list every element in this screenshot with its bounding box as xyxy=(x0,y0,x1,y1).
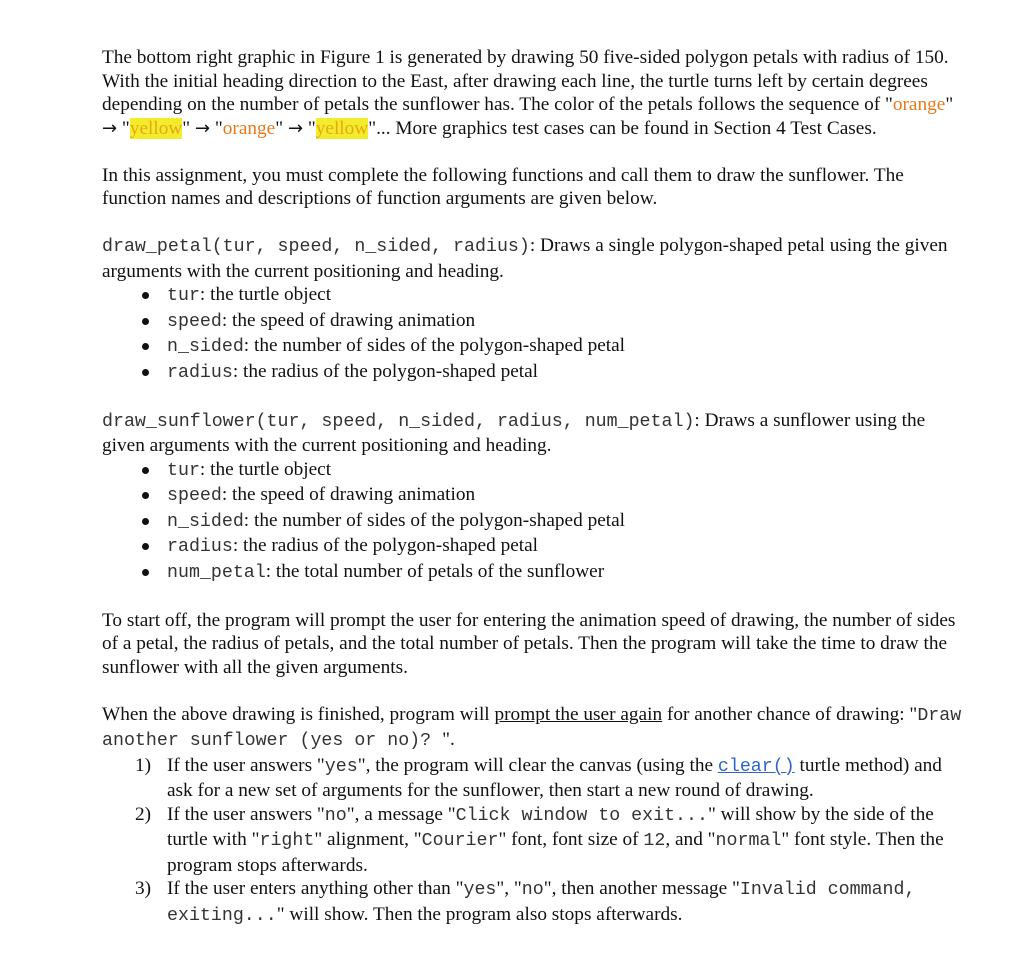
item-number: 2) xyxy=(135,803,152,825)
right-arrow-icon: → xyxy=(102,117,118,139)
inline-code: Courier xyxy=(421,831,499,851)
inline-code: no xyxy=(521,880,544,900)
inline-code: Click window to exit... xyxy=(455,805,708,826)
answer-cases-list xyxy=(102,754,972,929)
function-draw-petal xyxy=(102,234,972,385)
function-signature: draw_sunflower(tur, speed, n_sided, radius, num_petal) xyxy=(102,411,695,432)
argument-name: speed xyxy=(167,486,222,506)
argument-item xyxy=(102,458,972,484)
argument-name: tur xyxy=(167,286,200,306)
case-item-no: 2) If the user answers "no", a message "Click window to exit..." will show by the side of the turtle with "right" alignment, "Courier" font, font size of 12, and "normal" font style. Then the program stops afterwards. xyxy=(135,803,944,876)
argument-name: radius xyxy=(167,362,233,383)
argument-item xyxy=(102,509,972,535)
argument-description: : the radius of the polygon-shaped petal xyxy=(232,535,539,556)
argument-item xyxy=(102,309,972,335)
argument-description: : the radius of the polygon-shaped petal xyxy=(232,360,539,382)
argument-item xyxy=(102,283,972,309)
inline-code: Invalid command, exiting... xyxy=(167,880,916,926)
case-item-yes: 1) If the user answers "yes", the program will clear the canvas (using the clear() turtle method) and ask for a new set of arguments for the sunflower, then start a new round of drawing. xyxy=(135,754,942,801)
inline-code: 12 xyxy=(643,831,666,851)
function-draw-sunflower xyxy=(102,409,972,586)
function-signature-paragraph xyxy=(102,234,972,283)
argument-list xyxy=(102,458,972,586)
right-arrow-icon: → xyxy=(194,117,211,139)
argument-name: n_sided xyxy=(167,337,244,357)
argument-name: tur xyxy=(167,460,200,481)
function-description: : Draws a sunflower using the given arguments with the current positioning and heading. xyxy=(102,409,926,456)
right-arrow-icon: → xyxy=(287,117,304,139)
argument-description: : the turtle object xyxy=(199,284,332,305)
inline-code: right xyxy=(259,831,315,851)
argument-item xyxy=(102,483,972,509)
prompt-again-paragraph: When the above drawing is finished, program will prompt the user again for another chance of drawing: "Draw another sunflower (yes or no)? ". xyxy=(102,703,962,751)
case-item-invalid: 3) If the user enters anything other than "yes", "no", then another message "Invalid command, exiting..." will show. Then the program also stops afterwards. xyxy=(135,878,916,926)
item-number: 3) xyxy=(135,878,152,899)
program-start-paragraph: To start off, the program will prompt the user for entering the animation speed of drawing, the number of sides of a petal, the radius of petals, and the total number of petals. Then the program will take the time to draw the sunflower with all the given arguments. xyxy=(102,609,956,678)
argument-description: : the speed of drawing animation xyxy=(221,484,476,505)
argument-description: : the number of sides of the polygon-shaped petal xyxy=(243,509,626,531)
function-signature-paragraph xyxy=(102,409,972,458)
color-word-yellow: yellow xyxy=(129,117,183,139)
intro-text-end: "... More graphics test cases can be found in Section 4 Test Cases. xyxy=(368,117,877,139)
argument-item xyxy=(102,534,972,560)
argument-name: n_sided xyxy=(167,511,244,532)
color-word-yellow: yellow xyxy=(315,117,369,139)
argument-list xyxy=(102,283,972,385)
item-number: 1) xyxy=(135,754,152,776)
argument-item xyxy=(102,334,972,360)
argument-item xyxy=(102,560,972,586)
argument-item xyxy=(102,360,972,386)
argument-description: : the number of sides of the polygon-shaped petal xyxy=(243,335,626,356)
color-word-orange: orange xyxy=(892,94,946,115)
functions-intro-paragraph: In this assignment, you must complete the following functions and call them to draw the sunflower. The function names and descriptions of function arguments are given below. xyxy=(102,164,904,209)
function-signature: draw_petal(tur, speed, n_sided, radius) xyxy=(102,237,530,257)
inline-code: yes xyxy=(463,880,497,900)
argument-name: radius xyxy=(167,537,233,557)
function-description: : Draws a single polygon-shaped petal using the given arguments with the current positioning and heading. xyxy=(102,235,948,282)
argument-description: : the speed of drawing animation xyxy=(221,309,476,331)
intro-text: The bottom right graphic in Figure 1 is generated by drawing 50 five-sided polygon petals with radius of 150. With the initial heading direction to the East, after drawing each line, the turtle turns left by certain degrees depending on the number of petals the sunflower has. The color of the petals follows the sequence of " xyxy=(102,47,949,115)
inline-code: normal xyxy=(715,831,782,851)
assignment-document xyxy=(102,46,972,928)
argument-name: speed xyxy=(167,311,222,332)
argument-description: : the total number of petals of the sunflower xyxy=(265,560,605,582)
argument-description: : the turtle object xyxy=(199,458,332,480)
clear-method-link[interactable]: clear() xyxy=(717,756,795,777)
intro-paragraph: The bottom right graphic in Figure 1 is generated by drawing 50 five-sided polygon petals with radius of 150. With the initial heading direction to the East, after drawing each line, the turtle turns left by certain degrees depending on the number of petals the sunflower has. The color of the petals follows the sequence of "orange" → "yellow" → "orange" → "yellow"... More graphics test cases can be found in Section 4 Test Cases. xyxy=(102,47,954,139)
argument-name: num_petal xyxy=(167,562,266,583)
inline-code: yes xyxy=(324,756,358,777)
underlined-phrase: prompt the user again xyxy=(494,703,663,725)
inline-code: no xyxy=(324,805,347,826)
prompt-code: Draw another sunflower (yes or no)? xyxy=(102,705,962,751)
color-word-orange: orange xyxy=(222,117,276,139)
